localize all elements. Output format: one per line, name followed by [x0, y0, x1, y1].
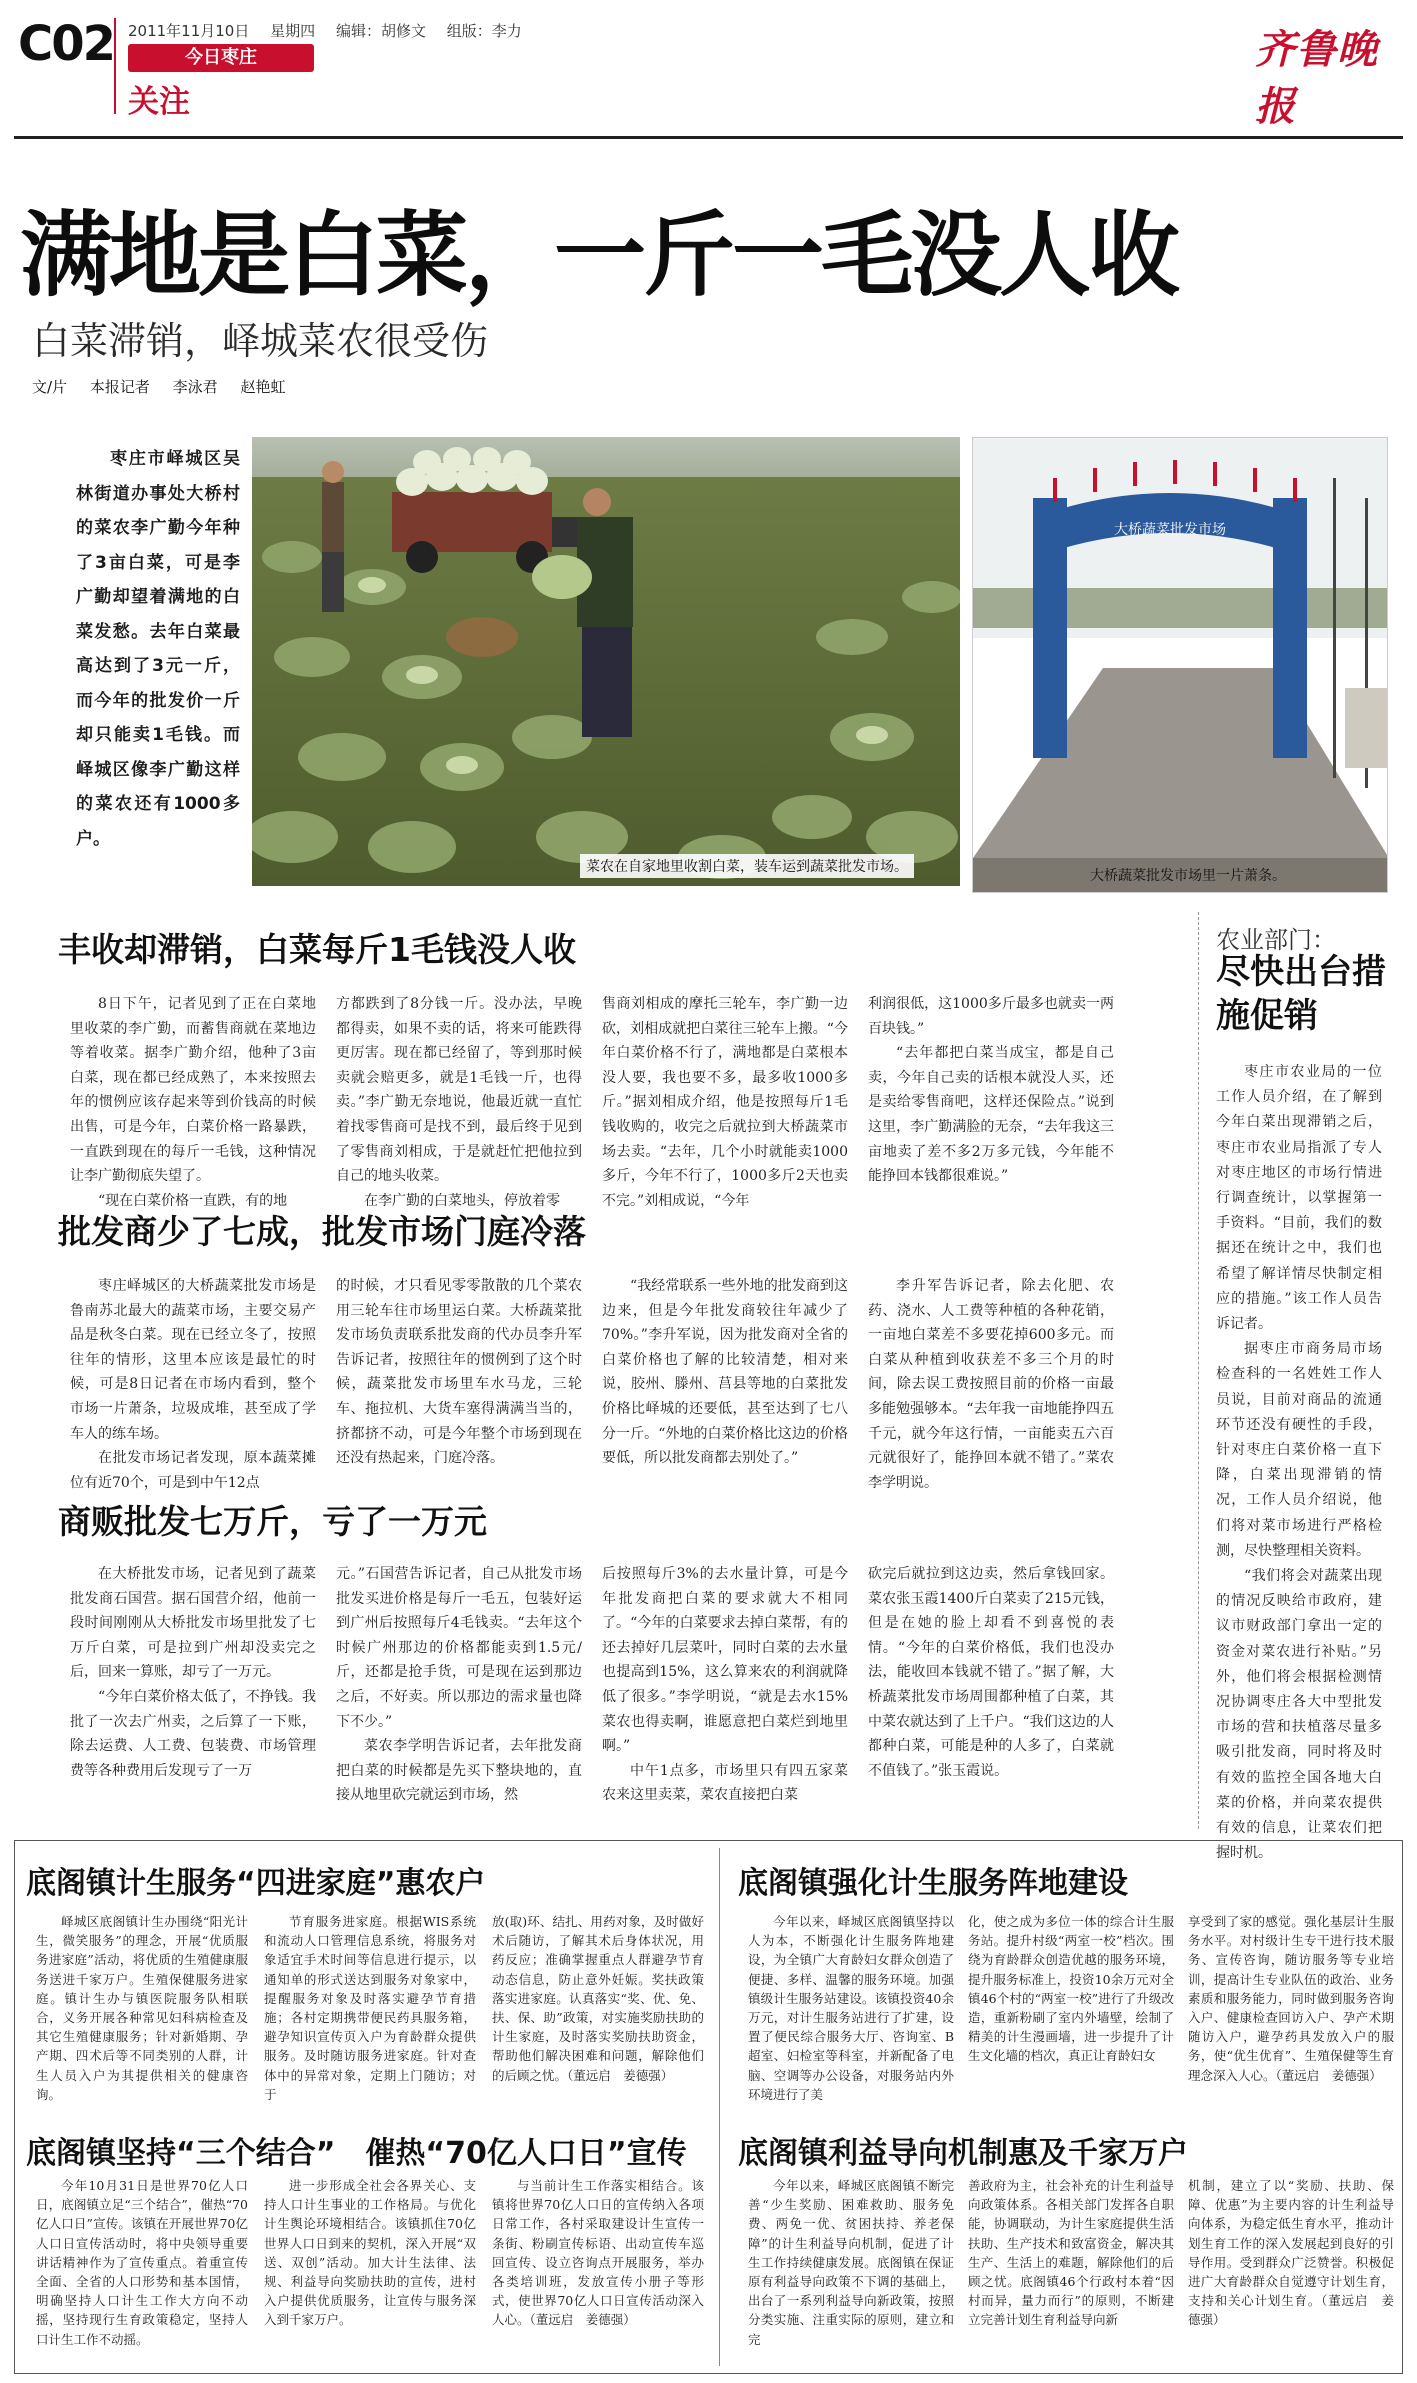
- briefs-divider: [719, 1848, 720, 2366]
- section-tag: 今日枣庄: [128, 44, 314, 72]
- story-paragraph: 在批发市场记者发现，原本蔬菜摊位有近70个，可是到中午12点: [70, 1450, 316, 1491]
- story-column: [602, 1274, 848, 1471]
- story-paragraph: “去年都把白菜当成宝，都是自己卖，今年自己卖的话根本就没人买，还是卖给零售商吧，这样还保险点。”说到这里，李广勤满脸的无奈，“去年我这三亩地卖了差不多2万多元钱，今年能不能挣回本钱都很难说。”: [868, 1045, 1114, 1185]
- story-paragraph: 菜农李学明告诉记者，去年批发商把白菜的时候都是先买下整块地的，直接从地里砍完就运到市场，然: [336, 1738, 582, 1804]
- brief-title: 底阁镇利益导向机制惠及千家万户: [738, 2136, 1188, 2171]
- sidebar-title: 尽快出台措施促销: [1216, 952, 1386, 1036]
- story-column: [868, 1274, 1114, 1495]
- story-column: [868, 992, 1114, 1189]
- story-paragraph: 后按照每斤3%的去水量计算，可是今年批发商把白菜的要求就大不相同了。“今年的白菜要求去掉白菜帮，有的还去掉好几层菜叶，同时白菜的去水量也提高到15%，这么算来农的利润就降低了很多。”李学明说，“就是去水15%菜农也得卖啊，谁愿意把白菜烂到地里啊。”: [602, 1566, 848, 1755]
- brief-column: 今年10月31日是世界70亿人口日，底阁镇立足“三个结合”，催热“70亿人口日”宣传。该镇在开展世界70亿人口日宣传活动时，将中央领导重要讲话精神作为了宣传重点。着重宣传全面、全省的人口形势和基本国情，明确坚持人口计生工作大方向不动摇，坚持现行生育政策稳定，坚持人口计生工作不动摇。: [36, 2178, 248, 2347]
- brief-title: 底阁镇强化计生服务阵地建设: [738, 1866, 1128, 1901]
- brief-column: 与当前计生工作落实相结合。该镇将世界70亿人口日的宣传纳入各项日常工作，各村采取建设计生宣传一条街、粉刷宣传标语、出动宣传车巡回宣传、设立咨询点开展服务，举办各类培训班，发放宣传小册子等形式，使世界70亿人口日宣传活动深入人心。（董远启 姜德强）: [492, 2178, 704, 2328]
- story-column: [336, 1562, 582, 1808]
- story-column: [336, 1274, 582, 1471]
- story-paragraph: 8日下午，记者见到了正在白菜地里收菜的李广勤，而蓄售商就在菜地边等着收菜。据李广勤介绍，他种了3亩白菜，现在都已经成熟了，本来按照去年的惯例应该存起来等到价钱高的时候出售，可是今年，白菜价格一路暴跌，一直跌到现在的每斤一毛钱，这种情况让李广勤彻底失望了。: [70, 996, 316, 1185]
- header-rule: [14, 136, 1403, 139]
- story-paragraph: 元。”石国营告诉记者，自己从批发市场批发买进价格是每斤一毛五，包装好运到广州后按照每斤4毛钱卖。“去年这个时候广州那边的价格都能卖到1.5元/斤，还都是抢手货，可是现在运到那边之后，不好卖。所以那边的需求量也降下不少。”: [336, 1566, 582, 1730]
- section-heading: 丰收却滞销，白菜每斤1毛钱没人收: [58, 930, 576, 969]
- edition-date: 2011年11月10日: [128, 22, 250, 40]
- brief-column: 今年以来，峄城区底阁镇不断完善“少生奖励、困难救助、服务免费、两免一优、贫困扶持、养老保障”的计生利益导向机制，促进了计生工作持续健康发展。底阁镇在保证原有利益导向政策不下调的基础上，出台了一系列利益导向新政策，按照分类实施、注重实际的原则，建立和完: [748, 2178, 954, 2347]
- story-column: [602, 1562, 848, 1808]
- main-story-body: [14, 906, 1188, 1829]
- story-paragraph: 在大桥批发市场，记者见到了蔬菜批发商石国营。据石国营介绍，他前一段时间刚刚从大桥批发市场里批发了七万斤白菜，可是拉到广州却没卖完之后，回来一算账，却亏了一万元。: [70, 1566, 316, 1681]
- edition-weekday: 星期四: [270, 22, 316, 40]
- story-paragraph: “现在白菜价格一直跌，有的地: [98, 1192, 288, 1209]
- newspaper-logo: 齐鲁晚报: [1255, 26, 1378, 130]
- byline-part: 文/片: [32, 378, 68, 396]
- editor-credit: 编辑：胡修文: [335, 22, 426, 40]
- sidebar-paragraph: “我们将会对蔬菜出现的情况反映给市政府，建议市财政部门拿出一定的资金对菜农进行补贴。”另外，他们将会根据检测情况协调枣庄各大中型批发市场的营和扶植落尽量多吸引批发商，同时将及时有效的监控全国各地大白菜的价格，并向菜农提供有效的信息，让菜农们把握时机。: [1216, 1568, 1382, 1862]
- story-paragraph: 方都跌到了8分钱一斤。没办法，早晚都得卖，如果不卖的话，将来可能跌得更厉害。现在都已经留了，等到那时候卖就会赔更多，就是1毛钱一斤，也得卖。”李广勤无奈地说，他最近就一直忙着找零售商可是找不到，最后终于见到了零售商刘相成，于是就赶忙把他拉到自己的地头收菜。: [336, 996, 582, 1185]
- byline-part: 本报记者: [89, 378, 150, 396]
- headline: 满地是白菜，一斤一毛没人收: [20, 202, 1178, 309]
- page-number: C02: [18, 16, 115, 72]
- section-heading: 商贩批发七万斤，亏了一万元: [58, 1502, 487, 1541]
- story-column: [70, 992, 316, 1213]
- header-divider: [114, 18, 116, 114]
- byline-part: 赵艳虹: [240, 378, 286, 396]
- story-column: [70, 1274, 316, 1495]
- byline: [32, 376, 303, 397]
- brief-title: 底阁镇坚持“三个结合” 催热“70亿人口日”宣传: [26, 2136, 687, 2171]
- byline-part: 李泳君: [172, 378, 218, 396]
- cabbage-field-photo: [252, 437, 960, 886]
- section-heading: 批发商少了七成，批发市场门庭冷落: [58, 1212, 586, 1251]
- photo-caption: 菜农在自家地里收割白菜，装车运到蔬菜批发市场。: [580, 854, 914, 878]
- photo-caption: 大桥蔬菜批发市场里一片萧条。: [1090, 868, 1286, 884]
- lead-paragraph: [76, 442, 240, 856]
- brief-column: 今年以来，峄城区底阁镇坚持以人为本，不断强化计生服务阵地建设，为全镇广大育龄妇女群众创造了便捷、多样、温馨的服务环境。加强镇级计生服务站建设。该镇投资40余万元，对计生服务站进行了扩建，设置了便民综合服务大厅、咨询室、B超室、妇检室等科室，并新配备了电脑、空调等办公设备，对服务站内外环境进行了美: [748, 1914, 954, 2102]
- story-column: [70, 1562, 316, 1783]
- story-paragraph: 李升军告诉记者，除去化肥、农药、浇水、人工费等种植的各种花销，一亩地白菜差不多要花掉600多元。而白菜从种植到收获差不多三个月的时间，除去误工费按照目前的价格一亩最多能勉强够本。“去年我一亩地能挣四五千元，就今年这行情，一亩能卖五六百元就很好了，能挣回本就不错了。”菜农李学明说。: [868, 1278, 1114, 1491]
- brief-column: 进一步形成全社会各界关心、支持人口计生事业的工作格局。与优化计生舆论环境相结合。该镇抓住70亿世界人口日到来的契机，深入开展“双送、双创”活动。加大计生法律、法规、利益导向奖励扶助的宣传，进村入户提供优质服务，让宣传与服务深入到千家万户。: [264, 2178, 476, 2328]
- cabbage-field-illustration: [252, 437, 960, 886]
- brief-column: 机制，建立了以“奖励、扶助、保障、优惠”为主要内容的计生利益导向体系，为稳定低生育水平，推动计划生育工作的深入发展起到良好的引导作用。受到群众广泛赞誉。积极促进广大育龄群众自觉遵守计划生育，支持和关心计划生育。（董远启 姜德强）: [1188, 2178, 1394, 2328]
- brief-column: 善政府为主，社会补充的计生利益导向政策体系。各相关部门发挥各自职能，协调联动，为计生家庭提供生活扶助、生产技术和致富资金，解决其生产、生活上的难题，解除他们的后顾之忧。底阁镇46个行政村本着“因村而异，量力而行”的原则，不断建立完善计划生育利益导向新: [968, 2178, 1174, 2328]
- lead-text: 枣庄市峄城区吴林街道办事处大桥村的菜农李广勤今年种了3亩白菜，可是李广勤却望着满地的白菜发愁。去年白菜最高达到了3元一斤，而今年的批发价一斤却只能卖1毛钱。而峄城区像李广勤这样的菜农还有1000多户。: [76, 449, 240, 849]
- story-paragraph: 的时候，才只看见零零散散的几个菜农用三轮车往市场里运白菜。大桥蔬菜批发市场负责联系批发商的代办员李升军告诉记者，按照往年的惯例到了这个时候，蔬菜批发市场里车水马龙，三轮车、拖拉机、大货车塞得满满当当的，挤都挤不动，可是今年整个市场到现在还没有热起来，门庭冷落。: [336, 1278, 582, 1467]
- sidebar-paragraph: 据枣庄市商务局市场检查科的一名姓姓工作人员说，目前对商品的流通环节还没有硬性的手段，针对枣庄白菜价格一直下降，白菜出现滞销的情况，工作人员介绍说，他们将对菜市场进行严格检测，尽快整理相关资料。: [1216, 1341, 1382, 1559]
- gate-sign: 大桥蔬菜批发市场: [1114, 522, 1226, 538]
- sidebar-body: [1216, 1060, 1382, 1867]
- brief-column: 化，使之成为多位一体的综合计生服务站。提升村级“两室一校”档次。围绕为育龄群众创造优越的服务环境，提升服务标准上，投资10余万元对全镇46个村的“两室一校”进行了升级改造，重新粉刷了室内外墙壁，绘制了精美的计生漫画墙，进一步提升了计生文化墙的档次，真正让育龄妇女: [968, 1914, 1174, 2064]
- edition-meta: [128, 20, 538, 41]
- story-column: [336, 992, 582, 1213]
- story-paragraph: 在李广勤的白菜地头，停放着零: [364, 1192, 560, 1209]
- story-paragraph: 枣庄峄城区的大桥蔬菜批发市场是鲁南苏北最大的蔬菜市场，主要交易产品是秋冬白菜。现在已经立冬了，按照往年的情形，这里本应该是最忙的时候，可是8日记者在市场内看到，整个市场一片萧条，垃圾成堆，甚至成了学车人的练车场。: [70, 1278, 316, 1442]
- brief-title: 底阁镇计生服务“四进家庭”惠农户: [26, 1866, 486, 1901]
- subheadline: 白菜滞销，峄城菜农很受伤: [32, 319, 489, 363]
- brief-column: 节育服务进家庭。根据WIS系统和流动人口管理信息系统，将服务对象适宜手术时间等信息进行提示，以通知单的形式送达到服务对象家中，提醒服务对象及时落实避孕节育措施；各村定期携带便民药具服务箱，避孕知识宣传页入户为育龄群众提供服务。及时随访服务进家庭。针对查体中的异常对象，定期上门随访；对于: [264, 1914, 476, 2102]
- brief-column: 享受到了家的感觉。强化基层计生服务水平。对村级计生专干进行技术服务、宣传咨询，随访服务等专业培训，提高计生专业队伍的政治、业务素质和服务能力，同时做到服务咨询入户、健康检查回访入户、孕产术期随访入户，避孕药具发放入户的服务，使“优生优育”、生殖保健等生育理念深入人心。（董远启 姜德强）: [1188, 1914, 1394, 2083]
- story-column: [868, 1562, 1114, 1783]
- market-gate-illustration: [973, 438, 1388, 893]
- layout-credit: 组版：李力: [446, 22, 522, 40]
- market-gate-photo: [972, 437, 1388, 893]
- story-paragraph: 中午1点多，市场里只有四五家菜农来这里卖菜，菜农直接把白菜: [602, 1762, 848, 1804]
- sidebar-kicker: 农业部门：: [1216, 926, 1336, 954]
- sidebar-paragraph: 枣庄市农业局的一位工作人员介绍，在了解到今年白菜出现滞销之后，枣庄市农业局指派了专人对枣庄地区的市场行情进行调查统计，以掌握第一手资料。“目前，我们的数据还在统计之中，我们也希望了解详情尽快制定相应的措施。”该工作人员告诉记者。: [1216, 1064, 1382, 1333]
- story-paragraph: “今年白菜价格太低了，不挣钱。我批了一次去广州卖，之后算了一下账，除去运费、人工费、包装费、市场管理费等各种费用后发现亏了一万: [70, 1688, 316, 1779]
- story-column: [602, 992, 848, 1213]
- story-paragraph: 砍完后就拉到这边卖，然后拿钱回家。菜农张玉霞1400斤白菜卖了215元钱，但是在她的脸上却看不到喜悦的表情。“今年的白菜价格低，我们也没办法，能收回本钱就不错了。”据了解，大桥蔬菜批发市场周围都种植了白菜，其中菜农就达到了上千户。“我们这边的人都种白菜，可能是种的人多了，白菜就不值钱了。”张玉霞说。: [868, 1566, 1114, 1779]
- brief-column: 峄城区底阁镇计生办围绕“阳光计生，微笑服务”的理念，开展“优质服务进家庭”活动，将优质的生殖健康服务送进千家万户。生殖保健服务进家庭。镇计生办与镇医院服务队相联合，义务开展各种常见妇科病检查及其它生殖健康服务；针对新婚期、孕产期、四术后等不同类别的人群，计生人员入户为其提供相关的健康咨询。: [36, 1914, 248, 2102]
- story-paragraph: 利润很低，这1000多斤最多也就卖一两百块钱。”: [868, 996, 1114, 1037]
- brief-column: 放(取)环、结扎、用药对象，及时做好术后随访，了解其术后身体状况，用药反应；准确掌握重点人群避孕节育动态信息，防止意外妊娠。奖扶政策落实进家庭。认真落实“奖、优、免、扶、保、助”政策，对实施奖励扶助的计生家庭，及时落实奖励扶助资金，帮助他们解决困难和问题，解除他们的后顾之忧。（董远启 姜德强）: [492, 1914, 704, 2083]
- story-paragraph: 售商刘相成的摩托三轮车，李广勤一边砍，刘相成就把白菜往三轮车上搬。“今年白菜价格不行了，满地都是白菜根本没人要，我也要不多，最多收1000多斤。”据刘相成介绍，他是按照每斤1毛钱收购的，收完之后就拉到大桥蔬菜市场去卖。“去年，几个小时就能卖1000多斤，今年不行了，1000多斤2天也卖不完。”刘相成说，“今年: [602, 996, 848, 1209]
- section-name: 关注: [128, 84, 190, 120]
- story-paragraph: “我经常联系一些外地的批发商到这边来，但是今年批发商较往年减少了70%。”李升军说，因为批发商对全省的白菜价格也了解的比较清楚，相对来说，胶州、滕州、莒县等地的白菜批发价格比峄城的还要低，甚至达到了七八分一斤。“外地的白菜价格比这边的价格要低，所以批发商都去别处了。”: [602, 1278, 848, 1467]
